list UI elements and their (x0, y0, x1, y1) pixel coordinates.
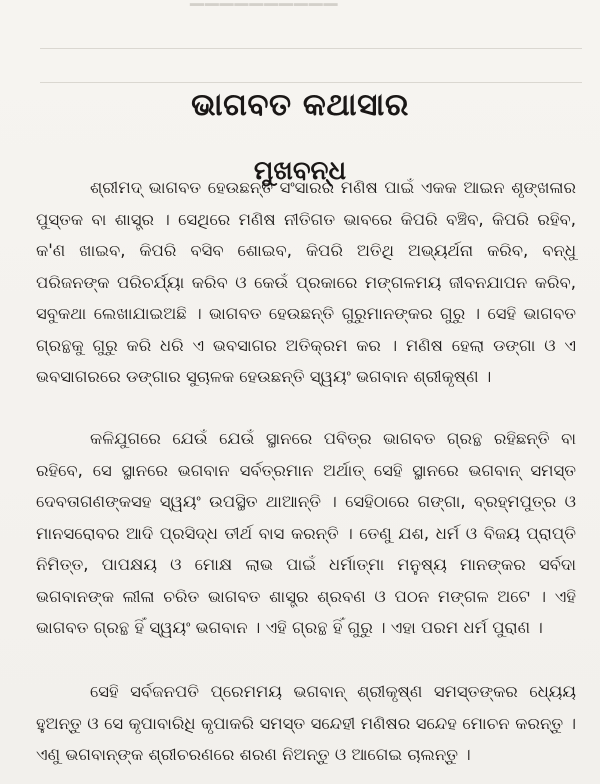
page-title: ଭାଗବତ କଥାସାର (191, 86, 409, 123)
paragraph-3 (36, 676, 576, 771)
paragraph-2 (36, 423, 576, 644)
bleed-through-text: ▔▔▔▔▔▔▔▔▔▔ (190, 4, 339, 25)
paragraph-text: କଳିଯୁଗରେ ଯେଉଁ ଯେଉଁ ସ୍ଥାନରେ ପବିତ୍ର ଭାଗବତ ଗ୍ରନ୍ଥ ରହିଛନ୍ତି ବା ରହିବେ, ସେ ସ୍ଥାନରେ ଭଗବାନ ସର୍ବତ୍ରମାନ ଅର୍ଥାତ୍ ସେହି ସ୍ଥାନରେ ଭଗବାନ୍ ସମସ୍ତ ଦେବତାଗଣଙ୍କସହ ସ୍ୱୟଂ ଉପସ୍ଥିତ ଥାଆନ୍ତି । ସେହିଠାରେ ଗଙ୍ଗା, ବ୍ରହ୍ମପୁତ୍ର ଓ ମାନସରୋବର ଆଦି ପ୍ରସିଦ୍ଧ ତୀର୍ଥ ବାସ କରନ୍ତି । ତେଣୁ ଯଶ, ଧର୍ମ ଓ ବିଜୟ ପ୍ରାପ୍ତି ନିମିତ୍ତ, ପାପକ୍ଷୟ ଓ ମୋକ୍ଷ ଲାଭ ପାଇଁ ଧର୍ମାତ୍ମା ମନୁଷ୍ୟ ମାନଙ୍କର ସର୍ବଦା ଭଗବାନଙ୍କ ଲୀଳା ଚରିତ ଭାଗବତ ଶାସ୍ତ୍ର ଶ୍ରବଣ ଓ ପଠନ ମଙ୍ଗଳ ଅଟେ । ଏହି ଭାଗବତ ଗ୍ରନ୍ଥ ହିଁ ସ୍ୱୟଂ ଭଗବାନ । ଏହି ଗ୍ରନ୍ଥ ହିଁ ଗୁରୁ । ଏହା ପରମ ଧର୍ମ ପୁରାଣ । (36, 429, 576, 637)
paragraph-text: ସେହି ସର୍ବଜନପତି ପ୍ରେମମୟ ଭଗବାନ୍ ଶ୍ରୀକୃଷ୍ଣ ସମସ୍ତଙ୍କର ଧ୍ୟେୟ ହୁଅନ୍ତୁ ଓ ସେ କୃପାବାରିଧି କୃପାକରି ସମସ୍ତ ସନ୍ଦେହୀ ମଣିଷର ସନ୍ଦେହ ମୋଚନ କରନ୍ତୁ । ଏଣୁ ଭଗବାନ୍‌ଙ୍କ ଶ୍ରୀଚରଣରେ ଶରଣ ନିଅନ୍ତୁ ଓ ଆଗେଇ ଚାଲନ୍ତୁ । (36, 682, 576, 764)
section-heading: ମୁଖବନ୍ଧ (253, 155, 347, 186)
bleed-through-rule (40, 82, 582, 83)
paragraph-1 (36, 172, 576, 393)
paragraph-text: ଶ୍ରୀମଦ୍ ଭାଗବତ ହେଉଛନ୍ତି ସଂସାରର ମଣିଷ ପାଇଁ ଏକକ ଆଇନ ଶୃଙ୍ଖଳାର ପୁସ୍ତକ ବା ଶାସ୍ତ୍ର । ସେଥିରେ ମଣିଷ ନୀତିଗତ ଭାବରେ କିପରି ବଞ୍ଚିବ, କିପରି ରହିବ, କ'ଣ ଖାଇବ, କିପରି ବସିବ ଶୋଇବ, କିପରି ଅତିଥି ଅଭ୍ୟର୍ଥନା କରିବ, ବନ୍ଧୁ ପରିଜନଙ୍କ ପରିଚର୍ଯ୍ୟା କରିବ ଓ କେଉଁ ପ୍ରକାରେ ମଙ୍ଗଳମୟ ଜୀବନଯାପନ କରିବ, ସବୁକଥା ଲେଖାଯାଇଅଛି । ଭାଗବତ ହେଉଛନ୍ତି ଗୁରୁମାନଙ୍କର ଗୁରୁ । ସେହି ଭାଗବତ ଗ୍ରନ୍ଥକୁ ଗୁରୁ କରି ଧରି ଏ ଭବସାଗର ଅତିକ୍ରମ କର । ମଣିଷ ହେଲା ଡଙ୍ଗା ଓ ଏ ଭବସାଗରରେ ଡଙ୍ଗାର ସୁଚାଳକ ହେଉଛନ୍ତି ସ୍ୱୟଂ ଭଗବାନ ଶ୍ରୀକୃଷ୍ଣ । (36, 178, 576, 386)
bleed-through-rule (40, 48, 582, 49)
